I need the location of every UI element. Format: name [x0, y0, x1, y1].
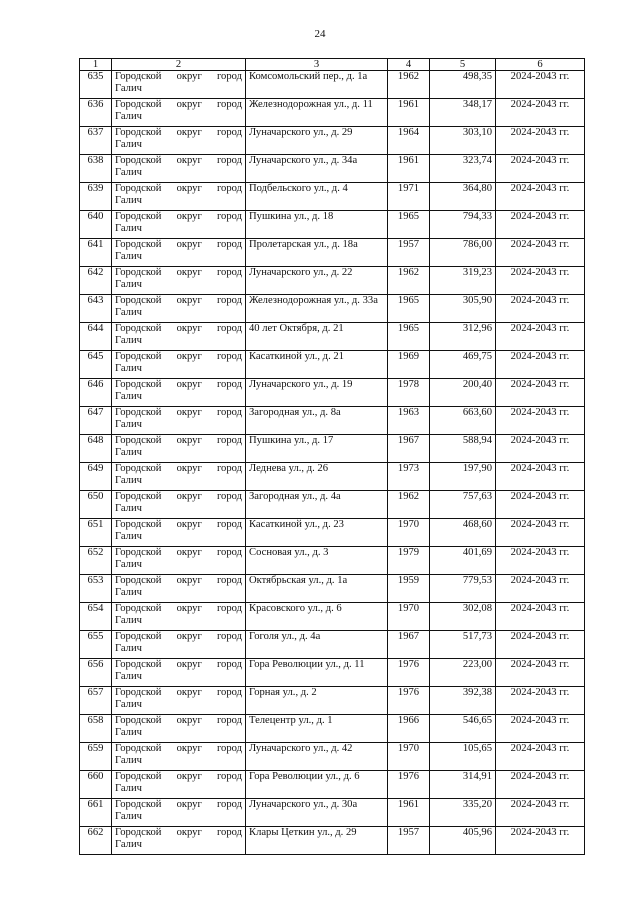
row-number: 635 — [80, 71, 112, 99]
municipality-line1: Городской округ город — [115, 547, 242, 558]
period-cell: 2024-2043 гг. — [496, 351, 585, 379]
period-cell: 2024-2043 гг. — [496, 239, 585, 267]
column-header: 4 — [388, 59, 430, 71]
municipality-cell — [112, 379, 246, 407]
period-cell: 2024-2043 гг. — [496, 211, 585, 239]
year-cell: 1961 — [388, 99, 430, 127]
period-cell: 2024-2043 гг. — [496, 659, 585, 687]
municipality-line2: Галич — [115, 251, 142, 262]
row-number: 660 — [80, 771, 112, 799]
period-cell: 2024-2043 гг. — [496, 463, 585, 491]
table-row — [80, 435, 585, 463]
area-cell: 757,63 — [430, 491, 496, 519]
period-cell: 2024-2043 гг. — [496, 323, 585, 351]
year-cell: 1978 — [388, 379, 430, 407]
area-cell: 469,75 — [430, 351, 496, 379]
table-row — [80, 771, 585, 799]
address-cell: Пушкина ул., д. 18 — [246, 211, 388, 239]
year-cell: 1957 — [388, 239, 430, 267]
period-cell: 2024-2043 гг. — [496, 99, 585, 127]
municipality-line2: Галич — [115, 503, 142, 514]
municipality-cell — [112, 799, 246, 827]
address-cell: Луначарского ул., д. 19 — [246, 379, 388, 407]
municipality-line2: Галич — [115, 475, 142, 486]
period-cell: 2024-2043 гг. — [496, 631, 585, 659]
municipality-cell — [112, 659, 246, 687]
municipality-line1: Городской округ город — [115, 715, 242, 726]
address-cell: Касаткиной ул., д. 21 — [246, 351, 388, 379]
table-row — [80, 715, 585, 743]
municipality-line1: Городской округ город — [115, 631, 242, 642]
municipality-line2: Галич — [115, 699, 142, 710]
municipality-cell — [112, 491, 246, 519]
table-row — [80, 351, 585, 379]
year-cell: 1961 — [388, 155, 430, 183]
area-cell: 517,73 — [430, 631, 496, 659]
municipality-line1: Городской округ город — [115, 603, 242, 614]
table-row — [80, 603, 585, 631]
municipality-cell — [112, 183, 246, 211]
address-cell: Клары Цеткин ул., д. 29 — [246, 827, 388, 855]
period-cell: 2024-2043 гг. — [496, 771, 585, 799]
municipality-line1: Городской округ город — [115, 323, 242, 334]
year-cell: 1959 — [388, 575, 430, 603]
address-cell: Гора Революции ул., д. 6 — [246, 771, 388, 799]
municipality-line1: Городской округ город — [115, 127, 242, 138]
area-cell: 348,17 — [430, 99, 496, 127]
municipality-cell — [112, 743, 246, 771]
municipality-cell — [112, 631, 246, 659]
period-cell: 2024-2043 гг. — [496, 127, 585, 155]
year-cell: 1966 — [388, 715, 430, 743]
municipality-cell — [112, 239, 246, 267]
address-cell: Касаткиной ул., д. 23 — [246, 519, 388, 547]
period-cell: 2024-2043 гг. — [496, 155, 585, 183]
municipality-line2: Галич — [115, 111, 142, 122]
municipality-cell — [112, 211, 246, 239]
municipality-line2: Галич — [115, 307, 142, 318]
year-cell: 1967 — [388, 435, 430, 463]
address-cell: Гора Революции ул., д. 11 — [246, 659, 388, 687]
municipality-line2: Галич — [115, 755, 142, 766]
period-cell: 2024-2043 гг. — [496, 379, 585, 407]
address-cell: Сосновая ул., д. 3 — [246, 547, 388, 575]
row-number: 639 — [80, 183, 112, 211]
row-number: 654 — [80, 603, 112, 631]
municipality-line1: Городской округ город — [115, 491, 242, 502]
year-cell: 1961 — [388, 799, 430, 827]
period-cell: 2024-2043 гг. — [496, 743, 585, 771]
address-cell: Железнодорожная ул., д. 33а — [246, 295, 388, 323]
address-cell: Горная ул., д. 2 — [246, 687, 388, 715]
municipality-line2: Галич — [115, 167, 142, 178]
area-cell: 223,00 — [430, 659, 496, 687]
year-cell: 1979 — [388, 547, 430, 575]
area-cell: 405,96 — [430, 827, 496, 855]
row-number: 641 — [80, 239, 112, 267]
municipality-line1: Городской округ город — [115, 239, 242, 250]
period-cell: 2024-2043 гг. — [496, 603, 585, 631]
table-row — [80, 407, 585, 435]
municipality-line2: Галич — [115, 279, 142, 290]
year-cell: 1971 — [388, 183, 430, 211]
municipality-line1: Городской округ город — [115, 407, 242, 418]
period-cell: 2024-2043 гг. — [496, 407, 585, 435]
area-cell: 314,91 — [430, 771, 496, 799]
table-row — [80, 519, 585, 547]
area-cell: 323,74 — [430, 155, 496, 183]
municipality-cell — [112, 519, 246, 547]
year-cell: 1962 — [388, 267, 430, 295]
row-number: 640 — [80, 211, 112, 239]
table-row — [80, 99, 585, 127]
period-cell: 2024-2043 гг. — [496, 687, 585, 715]
period-cell: 2024-2043 гг. — [496, 295, 585, 323]
period-cell: 2024-2043 гг. — [496, 71, 585, 99]
address-cell: Загородная ул., д. 4а — [246, 491, 388, 519]
area-cell: 588,94 — [430, 435, 496, 463]
area-cell: 779,53 — [430, 575, 496, 603]
municipality-cell — [112, 295, 246, 323]
column-header: 6 — [496, 59, 585, 71]
row-number: 650 — [80, 491, 112, 519]
municipality-line1: Городской округ город — [115, 659, 242, 670]
row-number: 658 — [80, 715, 112, 743]
municipality-line2: Галич — [115, 615, 142, 626]
municipality-line1: Городской округ город — [115, 827, 242, 838]
area-cell: 312,96 — [430, 323, 496, 351]
municipality-cell — [112, 267, 246, 295]
row-number: 636 — [80, 99, 112, 127]
area-cell: 197,90 — [430, 463, 496, 491]
municipality-cell — [112, 155, 246, 183]
year-cell: 1976 — [388, 659, 430, 687]
municipality-line1: Городской округ город — [115, 267, 242, 278]
column-header: 2 — [112, 59, 246, 71]
address-cell: Луначарского ул., д. 22 — [246, 267, 388, 295]
municipality-line2: Галич — [115, 727, 142, 738]
municipality-line1: Городской округ город — [115, 575, 242, 586]
period-cell: 2024-2043 гг. — [496, 799, 585, 827]
municipality-line1: Городской округ город — [115, 211, 242, 222]
area-cell: 468,60 — [430, 519, 496, 547]
area-cell: 305,90 — [430, 295, 496, 323]
area-cell: 303,10 — [430, 127, 496, 155]
row-number: 652 — [80, 547, 112, 575]
row-number: 659 — [80, 743, 112, 771]
year-cell: 1976 — [388, 687, 430, 715]
municipality-line1: Городской округ город — [115, 519, 242, 530]
address-cell: Луначарского ул., д. 30а — [246, 799, 388, 827]
year-cell: 1965 — [388, 295, 430, 323]
year-cell: 1976 — [388, 771, 430, 799]
row-number: 646 — [80, 379, 112, 407]
municipality-cell — [112, 435, 246, 463]
row-number: 662 — [80, 827, 112, 855]
period-cell: 2024-2043 гг. — [496, 491, 585, 519]
row-number: 644 — [80, 323, 112, 351]
address-cell: Пушкина ул., д. 17 — [246, 435, 388, 463]
year-cell: 1965 — [388, 211, 430, 239]
municipality-line2: Галич — [115, 223, 142, 234]
year-cell: 1973 — [388, 463, 430, 491]
row-number: 648 — [80, 435, 112, 463]
area-cell: 794,33 — [430, 211, 496, 239]
municipality-cell — [112, 351, 246, 379]
municipality-line2: Галич — [115, 335, 142, 346]
table-row — [80, 127, 585, 155]
period-cell: 2024-2043 гг. — [496, 715, 585, 743]
row-number: 637 — [80, 127, 112, 155]
municipality-line1: Городской округ город — [115, 379, 242, 390]
municipality-line1: Городской округ город — [115, 295, 242, 306]
municipality-line2: Галич — [115, 83, 142, 94]
row-number: 653 — [80, 575, 112, 603]
row-number: 645 — [80, 351, 112, 379]
municipality-line1: Городской округ город — [115, 155, 242, 166]
year-cell: 1967 — [388, 631, 430, 659]
row-number: 642 — [80, 267, 112, 295]
period-cell: 2024-2043 гг. — [496, 827, 585, 855]
municipality-line2: Галич — [115, 363, 142, 374]
municipality-line2: Галич — [115, 391, 142, 402]
table-row — [80, 295, 585, 323]
address-cell: Октябрьская ул., д. 1а — [246, 575, 388, 603]
municipality-line1: Городской округ город — [115, 743, 242, 754]
address-cell: Гоголя ул., д. 4а — [246, 631, 388, 659]
year-cell: 1963 — [388, 407, 430, 435]
municipality-cell — [112, 71, 246, 99]
address-cell: Загородная ул., д. 8а — [246, 407, 388, 435]
table-row — [80, 183, 585, 211]
municipality-cell — [112, 827, 246, 855]
municipality-line2: Галич — [115, 195, 142, 206]
address-cell: Луначарского ул., д. 29 — [246, 127, 388, 155]
address-cell: Пролетарская ул., д. 18а — [246, 239, 388, 267]
table-row — [80, 71, 585, 99]
year-cell: 1969 — [388, 351, 430, 379]
period-cell: 2024-2043 гг. — [496, 575, 585, 603]
row-number: 649 — [80, 463, 112, 491]
table-row — [80, 631, 585, 659]
table-row — [80, 239, 585, 267]
row-number: 656 — [80, 659, 112, 687]
row-number: 657 — [80, 687, 112, 715]
table-row — [80, 155, 585, 183]
table-row — [80, 491, 585, 519]
area-cell: 335,20 — [430, 799, 496, 827]
year-cell: 1965 — [388, 323, 430, 351]
row-number: 638 — [80, 155, 112, 183]
table-row — [80, 743, 585, 771]
table-row — [80, 547, 585, 575]
row-number: 643 — [80, 295, 112, 323]
row-number: 651 — [80, 519, 112, 547]
buildings-table — [79, 58, 585, 855]
municipality-line2: Галич — [115, 783, 142, 794]
area-cell: 105,65 — [430, 743, 496, 771]
table-row — [80, 267, 585, 295]
municipality-line1: Городской округ город — [115, 99, 242, 110]
area-cell: 663,60 — [430, 407, 496, 435]
column-header: 1 — [80, 59, 112, 71]
year-cell: 1962 — [388, 491, 430, 519]
table-header-row — [80, 59, 585, 71]
area-cell: 319,23 — [430, 267, 496, 295]
municipality-line1: Городской округ город — [115, 351, 242, 362]
area-cell: 392,38 — [430, 687, 496, 715]
municipality-line1: Городской округ город — [115, 687, 242, 698]
period-cell: 2024-2043 гг. — [496, 183, 585, 211]
area-cell: 302,08 — [430, 603, 496, 631]
table-row — [80, 211, 585, 239]
municipality-cell — [112, 99, 246, 127]
address-cell: Подбельского ул., д. 4 — [246, 183, 388, 211]
address-cell: Красовского ул., д. 6 — [246, 603, 388, 631]
municipality-cell — [112, 463, 246, 491]
table-row — [80, 687, 585, 715]
municipality-cell — [112, 323, 246, 351]
area-cell: 498,35 — [430, 71, 496, 99]
address-cell: Луначарского ул., д. 42 — [246, 743, 388, 771]
table-row — [80, 379, 585, 407]
address-cell: Телецентр ул., д. 1 — [246, 715, 388, 743]
municipality-line1: Городской округ город — [115, 771, 242, 782]
period-cell: 2024-2043 гг. — [496, 547, 585, 575]
table-row — [80, 323, 585, 351]
municipality-line1: Городской округ город — [115, 435, 242, 446]
municipality-cell — [112, 127, 246, 155]
period-cell: 2024-2043 гг. — [496, 519, 585, 547]
municipality-line2: Галич — [115, 839, 142, 850]
area-cell: 200,40 — [430, 379, 496, 407]
address-cell: Комсомольский пер., д. 1а — [246, 71, 388, 99]
table-row — [80, 799, 585, 827]
table-row — [80, 659, 585, 687]
column-header: 5 — [430, 59, 496, 71]
municipality-line1: Городской округ город — [115, 799, 242, 810]
municipality-line2: Галич — [115, 419, 142, 430]
year-cell: 1957 — [388, 827, 430, 855]
municipality-cell — [112, 603, 246, 631]
year-cell: 1970 — [388, 519, 430, 547]
municipality-cell — [112, 771, 246, 799]
address-cell: 40 лет Октября, д. 21 — [246, 323, 388, 351]
address-cell: Железнодорожная ул., д. 11 — [246, 99, 388, 127]
municipality-line2: Галич — [115, 531, 142, 542]
municipality-line1: Городской округ город — [115, 463, 242, 474]
municipality-line2: Галич — [115, 559, 142, 570]
year-cell: 1970 — [388, 743, 430, 771]
table-row — [80, 575, 585, 603]
municipality-line2: Галич — [115, 643, 142, 654]
year-cell: 1964 — [388, 127, 430, 155]
address-cell: Леднева ул., д. 26 — [246, 463, 388, 491]
municipality-line1: Городской округ город — [115, 183, 242, 194]
table-body — [80, 71, 585, 855]
municipality-cell — [112, 407, 246, 435]
row-number: 661 — [80, 799, 112, 827]
period-cell: 2024-2043 гг. — [496, 435, 585, 463]
municipality-cell — [112, 575, 246, 603]
period-cell: 2024-2043 гг. — [496, 267, 585, 295]
municipality-line2: Галич — [115, 811, 142, 822]
municipality-line1: Городской округ город — [115, 71, 242, 82]
municipality-line2: Галич — [115, 671, 142, 682]
municipality-line2: Галич — [115, 587, 142, 598]
area-cell: 401,69 — [430, 547, 496, 575]
area-cell: 364,80 — [430, 183, 496, 211]
area-cell: 786,00 — [430, 239, 496, 267]
municipality-cell — [112, 687, 246, 715]
table-row — [80, 463, 585, 491]
area-cell: 546,65 — [430, 715, 496, 743]
table-row — [80, 827, 585, 855]
address-cell: Луначарского ул., д. 34а — [246, 155, 388, 183]
page-number: 24 — [314, 28, 326, 40]
municipality-line2: Галич — [115, 447, 142, 458]
column-header: 3 — [246, 59, 388, 71]
row-number: 655 — [80, 631, 112, 659]
municipality-line2: Галич — [115, 139, 142, 150]
municipality-cell — [112, 715, 246, 743]
row-number: 647 — [80, 407, 112, 435]
municipality-cell — [112, 547, 246, 575]
year-cell: 1962 — [388, 71, 430, 99]
year-cell: 1970 — [388, 603, 430, 631]
